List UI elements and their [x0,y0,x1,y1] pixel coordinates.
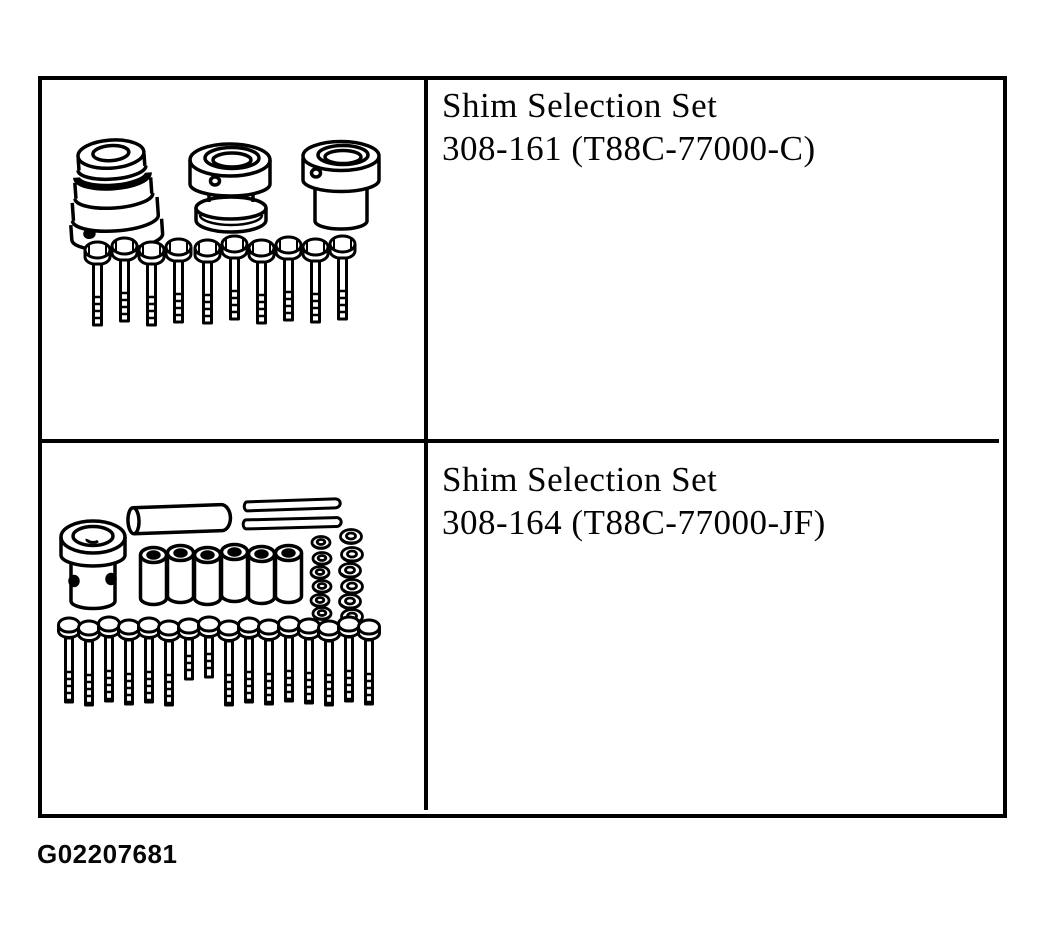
label-cell-308-164 [428,443,999,810]
tool-name: Shim Selection Set [442,86,718,125]
label-cell-308-161 [428,80,999,443]
illustration-cell-308-164 [42,443,428,810]
shim-set-308-164-illustration [42,443,428,810]
figure-id-label: G02207681 [37,839,178,869]
illustration-cell-308-161 [42,80,428,443]
spool-adapter-drawing [190,144,270,232]
tool-number: 308-164 (T88C-77000-JF) [442,503,826,542]
small-nut-column [311,537,331,620]
tube-drawing [128,504,231,534]
shim-set-308-161-illustration [42,80,428,443]
bolt-group-of-four [85,238,191,325]
rod-pair-drawing [243,499,341,529]
stepped-adapter-drawing [65,137,163,253]
flanged-adapter-drawing [303,142,379,230]
sleeve-group [141,545,302,605]
bolt-row-of-sixteen [59,617,380,705]
tool-number: 308-161 (T88C-77000-C) [442,129,816,168]
bolt-group-of-six [195,236,355,323]
flanged-bushing-drawing [61,521,125,609]
large-nut-column [340,530,363,624]
tool-table [38,76,1007,818]
tool-name: Shim Selection Set [442,460,718,499]
